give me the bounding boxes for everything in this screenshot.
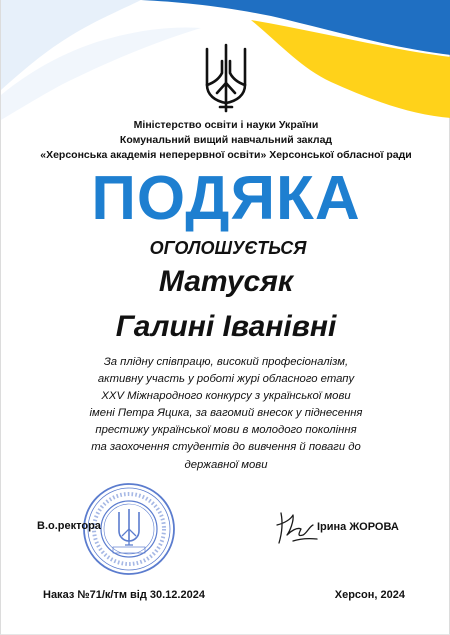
gratitude-line: престижу української мови в молодого покоління [95,424,357,437]
order-reference: Наказ №71/к/тм від 30.12.2024 [43,589,205,601]
rector-title: В.о.ректора [37,520,101,532]
gratitude-line: імені Петра Яцика, за вагомий внесок у піднесення [89,407,363,420]
gratitude-text [46,354,406,474]
announcement-text: ОГОЛОШУЄТЬСЯ [149,238,307,258]
institution-name-line: «Херсонська академія неперервної освіти» Херсонської обласної ради [40,149,412,161]
place-and-year: Херсон, 2024 [334,589,405,601]
recipient-name: Галині Іванівні [115,310,337,343]
ministry-line: Міністерство освіти і науки України [133,119,319,131]
recipient-surname: Матусяк [158,265,294,298]
gratitude-line: активну участь у роботі журі обласного етапу [97,373,355,386]
institution-header [1,118,450,163]
gratitude-line: державної мови [184,458,268,471]
gratitude-line: та заохочення студентів до вивчення й поваги до [91,441,361,454]
signer-name: Ірина ЖОРОВА [317,521,399,533]
gratitude-line: XXV Міжнародного конкурсу з української мови [101,390,351,403]
handwritten-signature-icon [273,505,321,549]
certificate-title: ПОДЯКА [91,164,361,233]
institution-type-line: Комунальний вищий навчальний заклад [119,134,333,146]
gratitude-line: За плідну співпрацю, високий професіоналізм, [103,356,349,368]
ukraine-trident-icon [203,43,249,113]
